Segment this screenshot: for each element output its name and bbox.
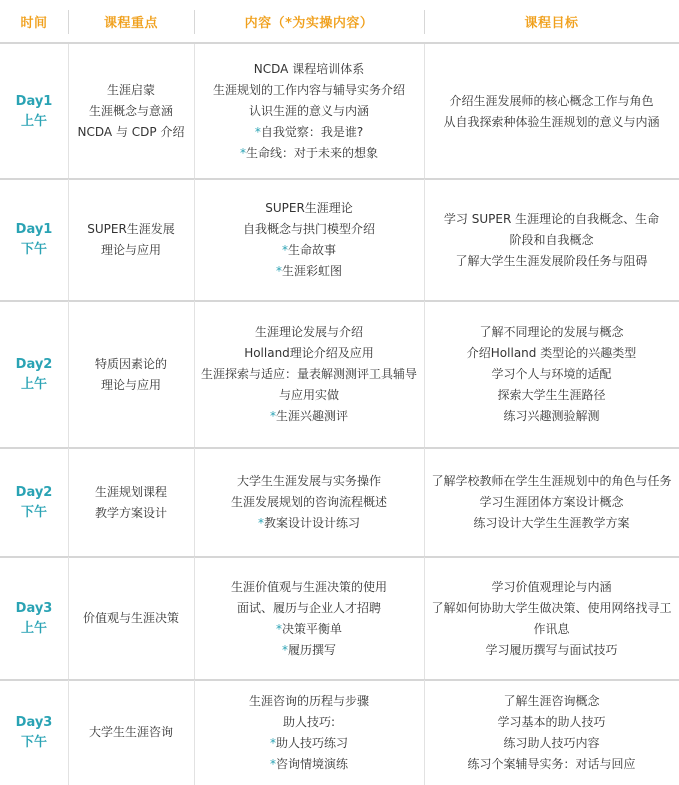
- focus-line: SUPER生涯发展: [87, 222, 175, 236]
- content-line: [201, 364, 417, 385]
- focus-line: 大学生生涯咨询: [88, 725, 173, 739]
- content-text: SUPER生涯理论: [265, 201, 353, 215]
- practice-star: *: [254, 125, 261, 139]
- content-text: 咨询情境演练: [275, 756, 348, 771]
- content-text: 履历撰写: [287, 642, 336, 657]
- focus-line: 生涯启蒙: [106, 83, 155, 97]
- content-text: 面试、履历与企业人才招聘: [236, 600, 381, 615]
- table-row: [0, 179, 679, 301]
- day-label: Day2: [15, 484, 53, 500]
- content-line: [258, 513, 360, 534]
- period-label: 上午: [20, 376, 47, 392]
- header-content: 内容（*为实操内容）: [244, 15, 374, 31]
- cell-goal: [424, 301, 679, 448]
- content-text: 生涯兴趣测评: [275, 409, 348, 423]
- goal-line: 学习基本的助人技巧: [497, 714, 606, 729]
- content-line: [276, 261, 342, 282]
- period-label: 下午: [20, 734, 47, 750]
- cell-content: [194, 448, 424, 557]
- goal-line: 了解不同理论的发展与概念: [479, 325, 624, 339]
- goal-line: 学习履历撰写与面试技巧: [485, 642, 618, 657]
- cell-focus: [68, 680, 194, 785]
- practice-star: *: [269, 756, 276, 771]
- content-line: [243, 219, 375, 240]
- content-line: [265, 198, 353, 219]
- goal-line: 练习个案辅导实务：对话与回应: [467, 756, 636, 771]
- content-text: 大学生生涯发展与实务操作: [236, 474, 381, 488]
- cell-focus: [68, 44, 194, 179]
- day-label: Day3: [15, 600, 53, 616]
- goal-line: 作讯息: [533, 621, 570, 636]
- content-text: 生涯彩虹图: [281, 264, 342, 278]
- content-line: [270, 733, 348, 754]
- content-line: [237, 471, 381, 492]
- table-row: [0, 448, 679, 557]
- content-line: [276, 619, 342, 640]
- focus-line: 特质因素论的: [94, 356, 167, 371]
- content-text: 生涯探索与适应：量表解测测评工具辅导: [200, 367, 417, 381]
- content-line: [255, 122, 363, 143]
- header-goal: 课程目标: [524, 15, 579, 31]
- goal-line: 介绍生涯发展师的核心概念工作与角色: [449, 93, 654, 108]
- goal-line: 探索大学生生涯路径: [497, 388, 606, 402]
- focus-line: 生涯概念与意涵: [88, 104, 173, 118]
- header-time: 时间: [20, 15, 48, 31]
- content-text: 自我觉察：我是谁?: [260, 125, 364, 139]
- content-text: 生涯发展规划的咨询流程概述: [230, 495, 387, 509]
- content-text: 助人技巧练习: [275, 735, 348, 750]
- cell-goal: [424, 557, 679, 680]
- period-label: 下午: [20, 242, 47, 257]
- content-text: NCDA 课程培训体系: [253, 62, 365, 76]
- content-line: [255, 322, 363, 343]
- practice-star: *: [257, 516, 264, 530]
- content-text: 教案设计设计练习: [263, 516, 360, 530]
- cell-goal: [424, 44, 679, 179]
- cell-time: [0, 680, 68, 785]
- focus-line: NCDA 与 CDP 介绍: [77, 125, 185, 139]
- goal-line: 练习设计大学生生涯教学方案: [473, 516, 630, 530]
- cell-goal: [424, 448, 679, 557]
- goal-line: 学习 SUPER 生涯理论的自我概念、生命: [443, 211, 660, 226]
- content-text: 生涯规划的工作内容与辅导实务介绍: [212, 83, 405, 97]
- practice-star: *: [269, 409, 276, 423]
- cell-content: [194, 179, 424, 301]
- cell-content: [194, 301, 424, 448]
- goal-line: 练习助人技巧内容: [503, 735, 600, 750]
- content-line: [282, 640, 336, 661]
- cell-time: [0, 179, 68, 301]
- practice-star: *: [275, 264, 282, 278]
- cell-time: [0, 44, 68, 179]
- header-focus: 课程重点: [103, 15, 158, 31]
- content-line: [249, 101, 369, 122]
- content-text: 认识生涯的意义与内涵: [248, 104, 369, 118]
- cell-focus: [68, 448, 194, 557]
- content-text: 决策平衡单: [281, 621, 342, 636]
- goal-line: 介绍Holland 类型论的兴趣类型: [466, 346, 637, 360]
- content-text: 与应用实做: [278, 388, 339, 402]
- content-text: 生命故事: [287, 243, 336, 257]
- period-label: 上午: [20, 620, 47, 636]
- content-text: 生涯咨询的历程与步骤: [248, 693, 369, 708]
- content-line: [249, 691, 369, 712]
- content-line: [254, 59, 364, 80]
- content-line: [244, 343, 374, 364]
- day-label: Day1: [15, 222, 53, 237]
- cell-time: [0, 557, 68, 680]
- content-text: 自我概念与拱门模型介绍: [242, 222, 375, 236]
- cell-focus: [68, 301, 194, 448]
- day-label: Day2: [15, 356, 53, 372]
- cell-content: [194, 44, 424, 179]
- content-line: [270, 754, 348, 775]
- goal-line: 阶段和自我概念: [509, 232, 594, 247]
- practice-star: *: [239, 146, 246, 160]
- content-line: [237, 598, 381, 619]
- cell-content: [194, 557, 424, 680]
- day-label: Day3: [15, 714, 53, 730]
- goal-line: 了解学校教师在学生生涯规划中的角色与任务: [431, 474, 672, 488]
- cell-time: [0, 448, 68, 557]
- goal-line: 从自我探索种体验生涯规划的意义与内涵: [443, 114, 660, 129]
- content-line: [270, 406, 348, 427]
- cell-time: [0, 301, 68, 448]
- content-line: [282, 240, 336, 261]
- cell-goal: [424, 179, 679, 301]
- table-row: [0, 557, 679, 680]
- practice-star: *: [281, 243, 288, 257]
- cell-goal: [424, 680, 679, 785]
- cell-focus: [68, 179, 194, 301]
- content-line: [283, 712, 335, 733]
- content-text: 助人技巧:: [282, 714, 336, 729]
- goal-line: 了解生涯咨询概念: [503, 693, 600, 708]
- content-line: [213, 80, 405, 101]
- focus-line: 教学方案设计: [94, 505, 167, 520]
- cell-focus: [68, 557, 194, 680]
- content-line: [279, 385, 339, 406]
- table-row: [0, 301, 679, 448]
- content-line: [231, 492, 387, 513]
- focus-line: 生涯规划课程: [94, 484, 167, 499]
- focus-line: 理论与应用: [100, 377, 161, 392]
- content-line: [231, 577, 387, 598]
- content-text: 生涯价值观与生涯决策的使用: [230, 579, 387, 594]
- goal-line: 了解如何协助大学生做决策、使用网络找寻工: [431, 600, 672, 615]
- practice-star: *: [281, 642, 288, 657]
- content-text: 生涯理论发展与介绍: [254, 325, 363, 339]
- goal-line: 练习兴趣测验解测: [503, 409, 600, 423]
- day-label: Day1: [15, 93, 53, 109]
- goal-line: 学习生涯团体方案设计概念: [479, 495, 624, 509]
- content-text: 生命线：对于未来的想象: [245, 146, 378, 160]
- period-label: 下午: [20, 504, 47, 520]
- goal-line: 学习个人与环境的适配: [491, 367, 612, 381]
- period-label: 上午: [20, 113, 47, 129]
- goal-line: 了解大学生生涯发展阶段任务与阻碍: [455, 253, 648, 268]
- table-row: [0, 44, 679, 179]
- table-row: [0, 680, 679, 785]
- practice-star: *: [269, 735, 276, 750]
- goal-line: 学习价值观理论与内涵: [491, 579, 612, 594]
- focus-line: 价值观与生涯决策: [82, 611, 179, 625]
- practice-star: *: [275, 621, 282, 636]
- cell-content: [194, 680, 424, 785]
- content-text: Holland理论介绍及应用: [244, 346, 374, 360]
- focus-line: 理论与应用: [100, 243, 161, 257]
- content-line: [240, 143, 378, 164]
- table-header: [0, 0, 679, 42]
